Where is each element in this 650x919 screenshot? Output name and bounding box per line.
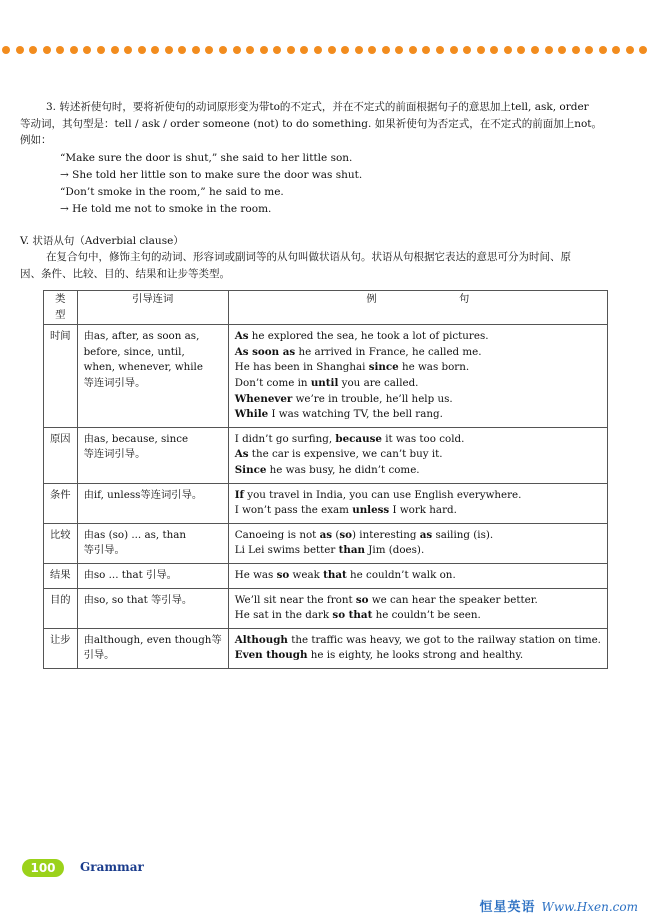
border-dot bbox=[422, 46, 430, 54]
border-dot bbox=[70, 46, 78, 54]
border-dot bbox=[395, 46, 403, 54]
conjunction-keyword: so bbox=[355, 593, 369, 606]
header-example: 例 句 bbox=[228, 291, 607, 325]
example-text: ( bbox=[332, 528, 340, 541]
example-text: you are called. bbox=[338, 376, 419, 389]
conjunction-line: 引导。 bbox=[83, 649, 115, 662]
border-dot bbox=[504, 46, 512, 54]
conjunction-keyword: Even though bbox=[234, 649, 308, 662]
conjunction-keyword: unless bbox=[352, 504, 390, 517]
border-dot bbox=[368, 46, 376, 54]
example-line bbox=[235, 329, 601, 345]
section-5-intro-line-1: 在复合句中，修饰主句的动词、形容词或副词等的从句叫做状语从句。状语从句根据它表达的意思可分为时间、原 bbox=[46, 251, 571, 263]
example-sentence: → He told me not to smoke in the room. bbox=[60, 203, 272, 215]
border-dot bbox=[138, 46, 146, 54]
example-text: weak bbox=[289, 568, 324, 581]
example-text: sailing (is). bbox=[432, 528, 494, 541]
conjunction-cell bbox=[77, 325, 228, 428]
header-type: 类 型 bbox=[44, 291, 78, 325]
example-cell bbox=[228, 483, 607, 523]
border-dot bbox=[558, 46, 566, 54]
table-row bbox=[44, 325, 608, 428]
example-text: He has been in Shanghai bbox=[234, 361, 369, 374]
conjunction-keyword: As soon as bbox=[234, 345, 296, 358]
border-dot bbox=[192, 46, 200, 54]
conjunction-keyword: since bbox=[368, 361, 399, 374]
border-dot bbox=[314, 46, 322, 54]
border-dot bbox=[83, 46, 91, 54]
example-line bbox=[235, 568, 601, 584]
border-dot bbox=[124, 46, 132, 54]
border-dot bbox=[111, 46, 119, 54]
example-cell bbox=[228, 325, 607, 428]
border-dot bbox=[585, 46, 593, 54]
example-text: you travel in India, you can use English everywhere. bbox=[243, 488, 522, 501]
example-text: he is eighty, he looks strong and healthy. bbox=[307, 649, 524, 662]
border-dot bbox=[328, 46, 336, 54]
example-line bbox=[235, 376, 601, 392]
conjunction-keyword: Since bbox=[234, 463, 267, 476]
example-cell bbox=[228, 628, 607, 668]
example-cell bbox=[228, 563, 607, 588]
clause-type: 时间 bbox=[44, 325, 78, 428]
border-dot bbox=[531, 46, 539, 54]
border-dot bbox=[16, 46, 24, 54]
example-line bbox=[235, 345, 601, 361]
conjunction-line: 等连词引导。 bbox=[83, 448, 146, 461]
border-dot bbox=[260, 46, 268, 54]
watermark-name: 恒星英语 bbox=[479, 900, 536, 915]
example-text: we can hear the speaker better. bbox=[368, 593, 538, 606]
example-text: I won’t pass the exam bbox=[234, 504, 353, 517]
border-dot bbox=[639, 46, 647, 54]
border-dot bbox=[219, 46, 227, 54]
example-sentence: → She told her little son to make sure the door was shut. bbox=[60, 169, 363, 181]
border-dot bbox=[463, 46, 471, 54]
border-dot bbox=[517, 46, 525, 54]
conjunction-cell bbox=[77, 523, 228, 563]
border-dot bbox=[2, 46, 10, 54]
example-line bbox=[235, 447, 601, 463]
example-text: Jim (does). bbox=[365, 544, 425, 557]
border-dot bbox=[341, 46, 349, 54]
footer-title: Grammar bbox=[80, 860, 144, 874]
conjunction-cell bbox=[77, 628, 228, 668]
example-line bbox=[235, 432, 601, 448]
example-text: we’re in trouble, he’ll help us. bbox=[292, 392, 453, 405]
conjunction-keyword: until bbox=[310, 376, 339, 389]
border-dot bbox=[572, 46, 580, 54]
clause-type: 原因 bbox=[44, 427, 78, 483]
conjunction-cell bbox=[77, 483, 228, 523]
conjunction-keyword: While bbox=[234, 408, 269, 421]
example-line bbox=[235, 360, 601, 376]
example-line bbox=[235, 633, 601, 649]
conjunction-cell bbox=[77, 588, 228, 628]
example-text: he was busy, he didn’t come. bbox=[266, 463, 420, 476]
conjunction-line: 由as (so) ... as, than bbox=[83, 528, 186, 541]
section-3-text bbox=[20, 99, 616, 149]
example-line bbox=[235, 407, 601, 423]
example-line bbox=[235, 488, 601, 504]
border-dot bbox=[409, 46, 417, 54]
example-line bbox=[235, 608, 601, 624]
border-dot bbox=[43, 46, 51, 54]
example-line bbox=[235, 392, 601, 408]
example-text: he couldn’t walk on. bbox=[346, 568, 456, 581]
example-text: He sat in the dark bbox=[234, 609, 333, 622]
example-text: Don’t come in bbox=[234, 376, 311, 389]
example-cell bbox=[228, 588, 607, 628]
conjunction-keyword: so that bbox=[332, 609, 373, 622]
border-dot bbox=[490, 46, 498, 54]
example-line bbox=[235, 503, 601, 519]
example-text: I didn’t go surfing, bbox=[234, 432, 336, 445]
conjunction-line: 等引导。 bbox=[83, 544, 125, 557]
example-line bbox=[235, 593, 601, 609]
border-dot bbox=[612, 46, 620, 54]
table-row bbox=[44, 483, 608, 523]
example-text: it was too cold. bbox=[381, 432, 465, 445]
decorative-dot-border bbox=[2, 44, 648, 56]
border-dot bbox=[287, 46, 295, 54]
example-line bbox=[235, 543, 601, 559]
example-text: he arrived in France, he called me. bbox=[295, 345, 482, 358]
conjunction-line: 由as, after, as soon as, bbox=[83, 330, 200, 343]
example-text: he couldn’t be seen. bbox=[372, 609, 481, 622]
section-5-heading: V. 状语从句（Adverbial clause） bbox=[20, 235, 184, 247]
conjunction-line: 由as, because, since bbox=[83, 432, 189, 445]
conjunction-cell bbox=[77, 427, 228, 483]
section-5-intro-line-2: 因、条件、比较、目的、结果和让步等类型。 bbox=[20, 267, 230, 280]
conjunction-line: when, whenever, while bbox=[83, 361, 203, 374]
conjunction-line: 由so, so that 等引导。 bbox=[83, 593, 193, 606]
clause-type: 让步 bbox=[44, 628, 78, 668]
conjunction-keyword: so bbox=[339, 528, 353, 541]
conjunction-line: 等连词引导。 bbox=[83, 376, 146, 389]
example-cell bbox=[228, 427, 607, 483]
border-dot bbox=[382, 46, 390, 54]
conjunction-line: before, since, until, bbox=[83, 345, 185, 358]
example-text: he was born. bbox=[398, 361, 470, 374]
example-text: Li Lei swims better bbox=[234, 544, 339, 557]
border-dot bbox=[246, 46, 254, 54]
section-3-line-1: 3. 转述祈使句时，要将祈使句的动词原形变为带to的不定式，并在不定式的前面根据句子的意思加上tell, ask, order bbox=[46, 101, 589, 113]
border-dot bbox=[450, 46, 458, 54]
section-3-line-3: 例如： bbox=[20, 134, 52, 146]
conjunction-keyword: so bbox=[276, 568, 290, 581]
border-dot bbox=[273, 46, 281, 54]
border-dot bbox=[165, 46, 173, 54]
example-text: I was watching TV, the bell rang. bbox=[268, 408, 443, 421]
border-dot bbox=[355, 46, 363, 54]
conjunction-keyword: as bbox=[319, 528, 333, 541]
page-number-badge bbox=[22, 859, 64, 877]
border-dot bbox=[436, 46, 444, 54]
border-dot bbox=[626, 46, 634, 54]
conjunction-keyword: Although bbox=[234, 633, 288, 646]
border-dot bbox=[56, 46, 64, 54]
site-watermark bbox=[480, 896, 638, 915]
border-dot bbox=[599, 46, 607, 54]
conjunction-keyword: If bbox=[234, 488, 244, 501]
conjunction-keyword: as bbox=[419, 528, 433, 541]
example-text: We’ll sit near the front bbox=[234, 593, 356, 606]
conjunction-keyword: than bbox=[338, 544, 366, 557]
example-text: the traffic was heavy, we got to the railway station on time. bbox=[287, 633, 601, 646]
border-dot bbox=[151, 46, 159, 54]
section-5-intro bbox=[20, 249, 616, 282]
conjunction-cell bbox=[77, 563, 228, 588]
section-3-line-2: 等动词，其句型是：tell / ask / order someone (not) to do something. 如果祈使句为否定式，在不定式的前面加上not。 bbox=[20, 117, 603, 130]
table-header-row bbox=[44, 291, 608, 325]
example-text: he explored the sea, he took a lot of pictures. bbox=[248, 330, 489, 343]
conjunction-keyword: As bbox=[234, 448, 249, 461]
example-text: ) interesting bbox=[352, 528, 420, 541]
table-row bbox=[44, 628, 608, 668]
clause-type: 目的 bbox=[44, 588, 78, 628]
conjunction-keyword: because bbox=[335, 432, 382, 445]
border-dot bbox=[233, 46, 241, 54]
clause-type: 比较 bbox=[44, 523, 78, 563]
clause-type: 结果 bbox=[44, 563, 78, 588]
border-dot bbox=[29, 46, 37, 54]
clause-type: 条件 bbox=[44, 483, 78, 523]
example-text: I work hard. bbox=[389, 504, 457, 517]
conjunction-line: 由if, unless等连词引导。 bbox=[83, 488, 203, 501]
border-dot bbox=[97, 46, 105, 54]
conjunction-line: 由so ... that 引导。 bbox=[83, 568, 177, 581]
border-dot bbox=[178, 46, 186, 54]
example-line bbox=[235, 648, 601, 664]
conjunction-keyword: As bbox=[234, 330, 249, 343]
border-dot bbox=[477, 46, 485, 54]
adverbial-clause-table bbox=[43, 290, 608, 669]
example-text: the car is expensive, we can’t buy it. bbox=[248, 448, 443, 461]
example-sentence: “Make sure the door is shut,” she said to her little son. bbox=[60, 152, 353, 164]
conjunction-line: 由although, even though等 bbox=[83, 633, 222, 646]
page-number: 100 bbox=[30, 861, 56, 875]
header-conjunction: 引导连词 bbox=[77, 291, 228, 325]
table-row bbox=[44, 563, 608, 588]
example-text: Canoeing is not bbox=[234, 528, 320, 541]
border-dot bbox=[545, 46, 553, 54]
watermark-url: Www.Hxen.com bbox=[541, 900, 638, 914]
table-row bbox=[44, 427, 608, 483]
border-dot bbox=[205, 46, 213, 54]
example-cell bbox=[228, 523, 607, 563]
example-sentence: “Don’t smoke in the room,” he said to me. bbox=[60, 186, 284, 198]
border-dot bbox=[300, 46, 308, 54]
example-line bbox=[235, 463, 601, 479]
conjunction-keyword: Whenever bbox=[234, 392, 293, 405]
example-line bbox=[235, 528, 601, 544]
conjunction-keyword: that bbox=[323, 568, 347, 581]
table-row bbox=[44, 588, 608, 628]
example-text: He was bbox=[234, 568, 277, 581]
table-row bbox=[44, 523, 608, 563]
